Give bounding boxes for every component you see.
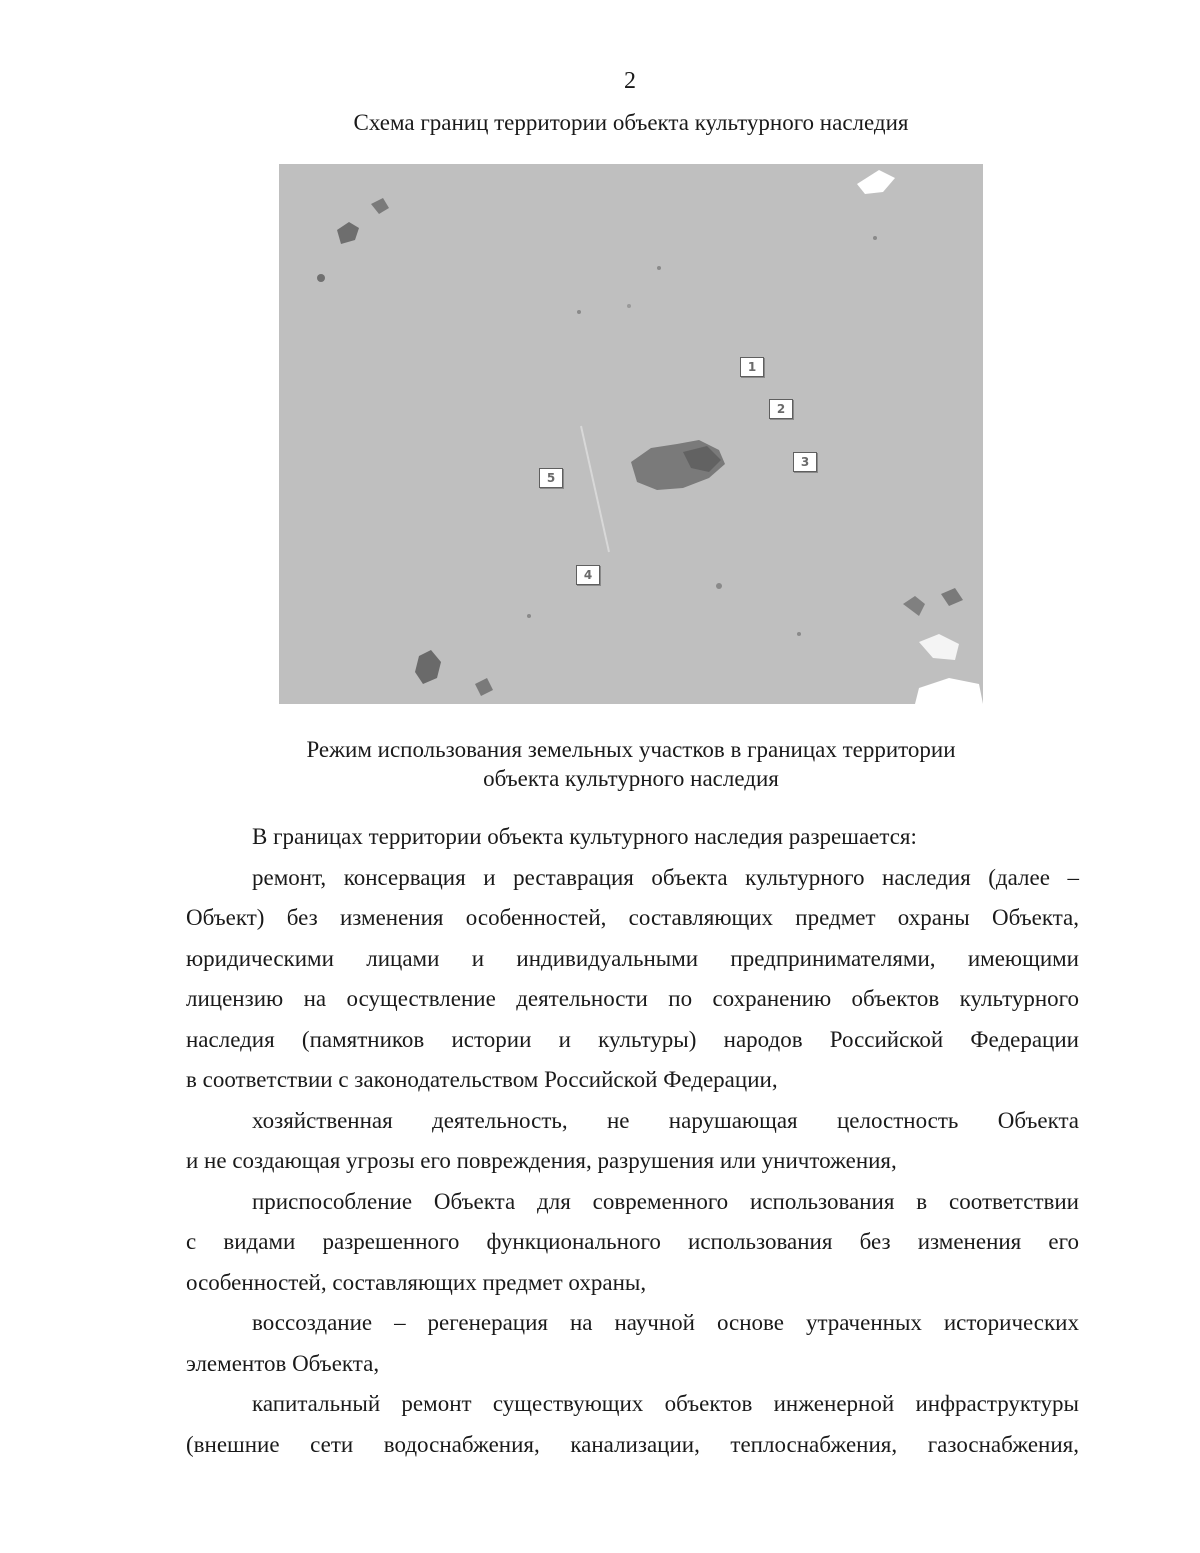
boundary-point-marker-5: 5 <box>539 468 563 488</box>
map-imagery <box>279 164 983 704</box>
white-patch-top-right <box>857 170 895 194</box>
text-line: Объект) без изменения особенностей, составляющих предмет охраны Объекта, <box>186 905 1079 930</box>
tree-cluster-top-left <box>337 222 359 244</box>
paragraph-permitted-intro: В границах территории объекта культурного наследия разрешается: <box>252 824 917 849</box>
text-line: наследия (памятников истории и культуры) народов Российской Федерации <box>186 1026 1079 1052</box>
boundary-scheme-map <box>279 164 983 704</box>
text-line: юридическими лицами и индивидуальными предпринимателями, имеющими <box>186 945 1079 971</box>
paragraph-recreation <box>186 1303 1079 1384</box>
boundary-point-marker-1: 1 <box>740 357 764 377</box>
shrub-1 <box>317 274 325 282</box>
white-patch-bottom-right <box>919 634 959 660</box>
footpath-line <box>581 426 609 552</box>
text-line: хозяйственная деятельность, не нарушающая целостность Объекта <box>252 1107 1079 1133</box>
regime-title-line-1: Режим использования земельных участков в границах территории <box>306 737 956 762</box>
boundary-point-marker-4: 4 <box>576 565 600 585</box>
tree-cluster-bottom-left-2 <box>475 678 493 696</box>
text-line: лицензию на осуществление деятельности по сохранению объектов культурного <box>186 986 1079 1011</box>
text-line: воссоздание – регенерация на научной основе утраченных исторических <box>252 1310 1079 1335</box>
boundary-point-marker-3: 3 <box>793 452 817 472</box>
paragraph-economic-activity <box>186 1101 1079 1182</box>
text-line: и не создающая угрозы его повреждения, разрушения или уничтожения, <box>186 1148 897 1173</box>
paragraph-adaptation <box>186 1182 1079 1304</box>
tree-cluster-bottom-right-2 <box>941 588 963 606</box>
regime-title <box>0 735 1200 793</box>
text-line: капитальный ремонт существующих объектов инженерной инфраструктуры <box>252 1391 1079 1416</box>
body-text <box>186 817 1079 1465</box>
tree-cluster-top-left-2 <box>371 198 389 214</box>
scheme-title: Схема границ территории объекта культурного наследия <box>353 110 909 135</box>
text-line: приспособление Объекта для современного использования в соответствии <box>252 1188 1079 1214</box>
paragraph-infrastructure-repair <box>186 1384 1079 1465</box>
text-line: ремонт, консервация и реставрация объекта культурного наследия (далее – <box>252 864 1079 890</box>
white-patch-bottom-right-2 <box>915 678 983 704</box>
page-number: 2 <box>624 68 636 94</box>
text-line: (внешние сети водоснабжения, канализации, теплоснабжения, газоснабжения, <box>186 1431 1079 1457</box>
text-line: элементов Объекта, <box>186 1350 380 1376</box>
text-line: особенностей, составляющих предмет охраны, <box>186 1269 647 1295</box>
boundary-point-marker-2: 2 <box>769 399 793 419</box>
text-line: с видами разрешенного функционального использования без изменения его <box>186 1229 1079 1254</box>
tree-cluster-bottom-right <box>903 596 925 616</box>
regime-title-line-2: объекта культурного наследия <box>483 766 779 791</box>
tree-cluster-bottom-left <box>415 650 441 684</box>
paragraph-repair-restoration <box>186 858 1079 1101</box>
text-line: в соответствии с законодательством Российской Федерации, <box>186 1067 778 1092</box>
